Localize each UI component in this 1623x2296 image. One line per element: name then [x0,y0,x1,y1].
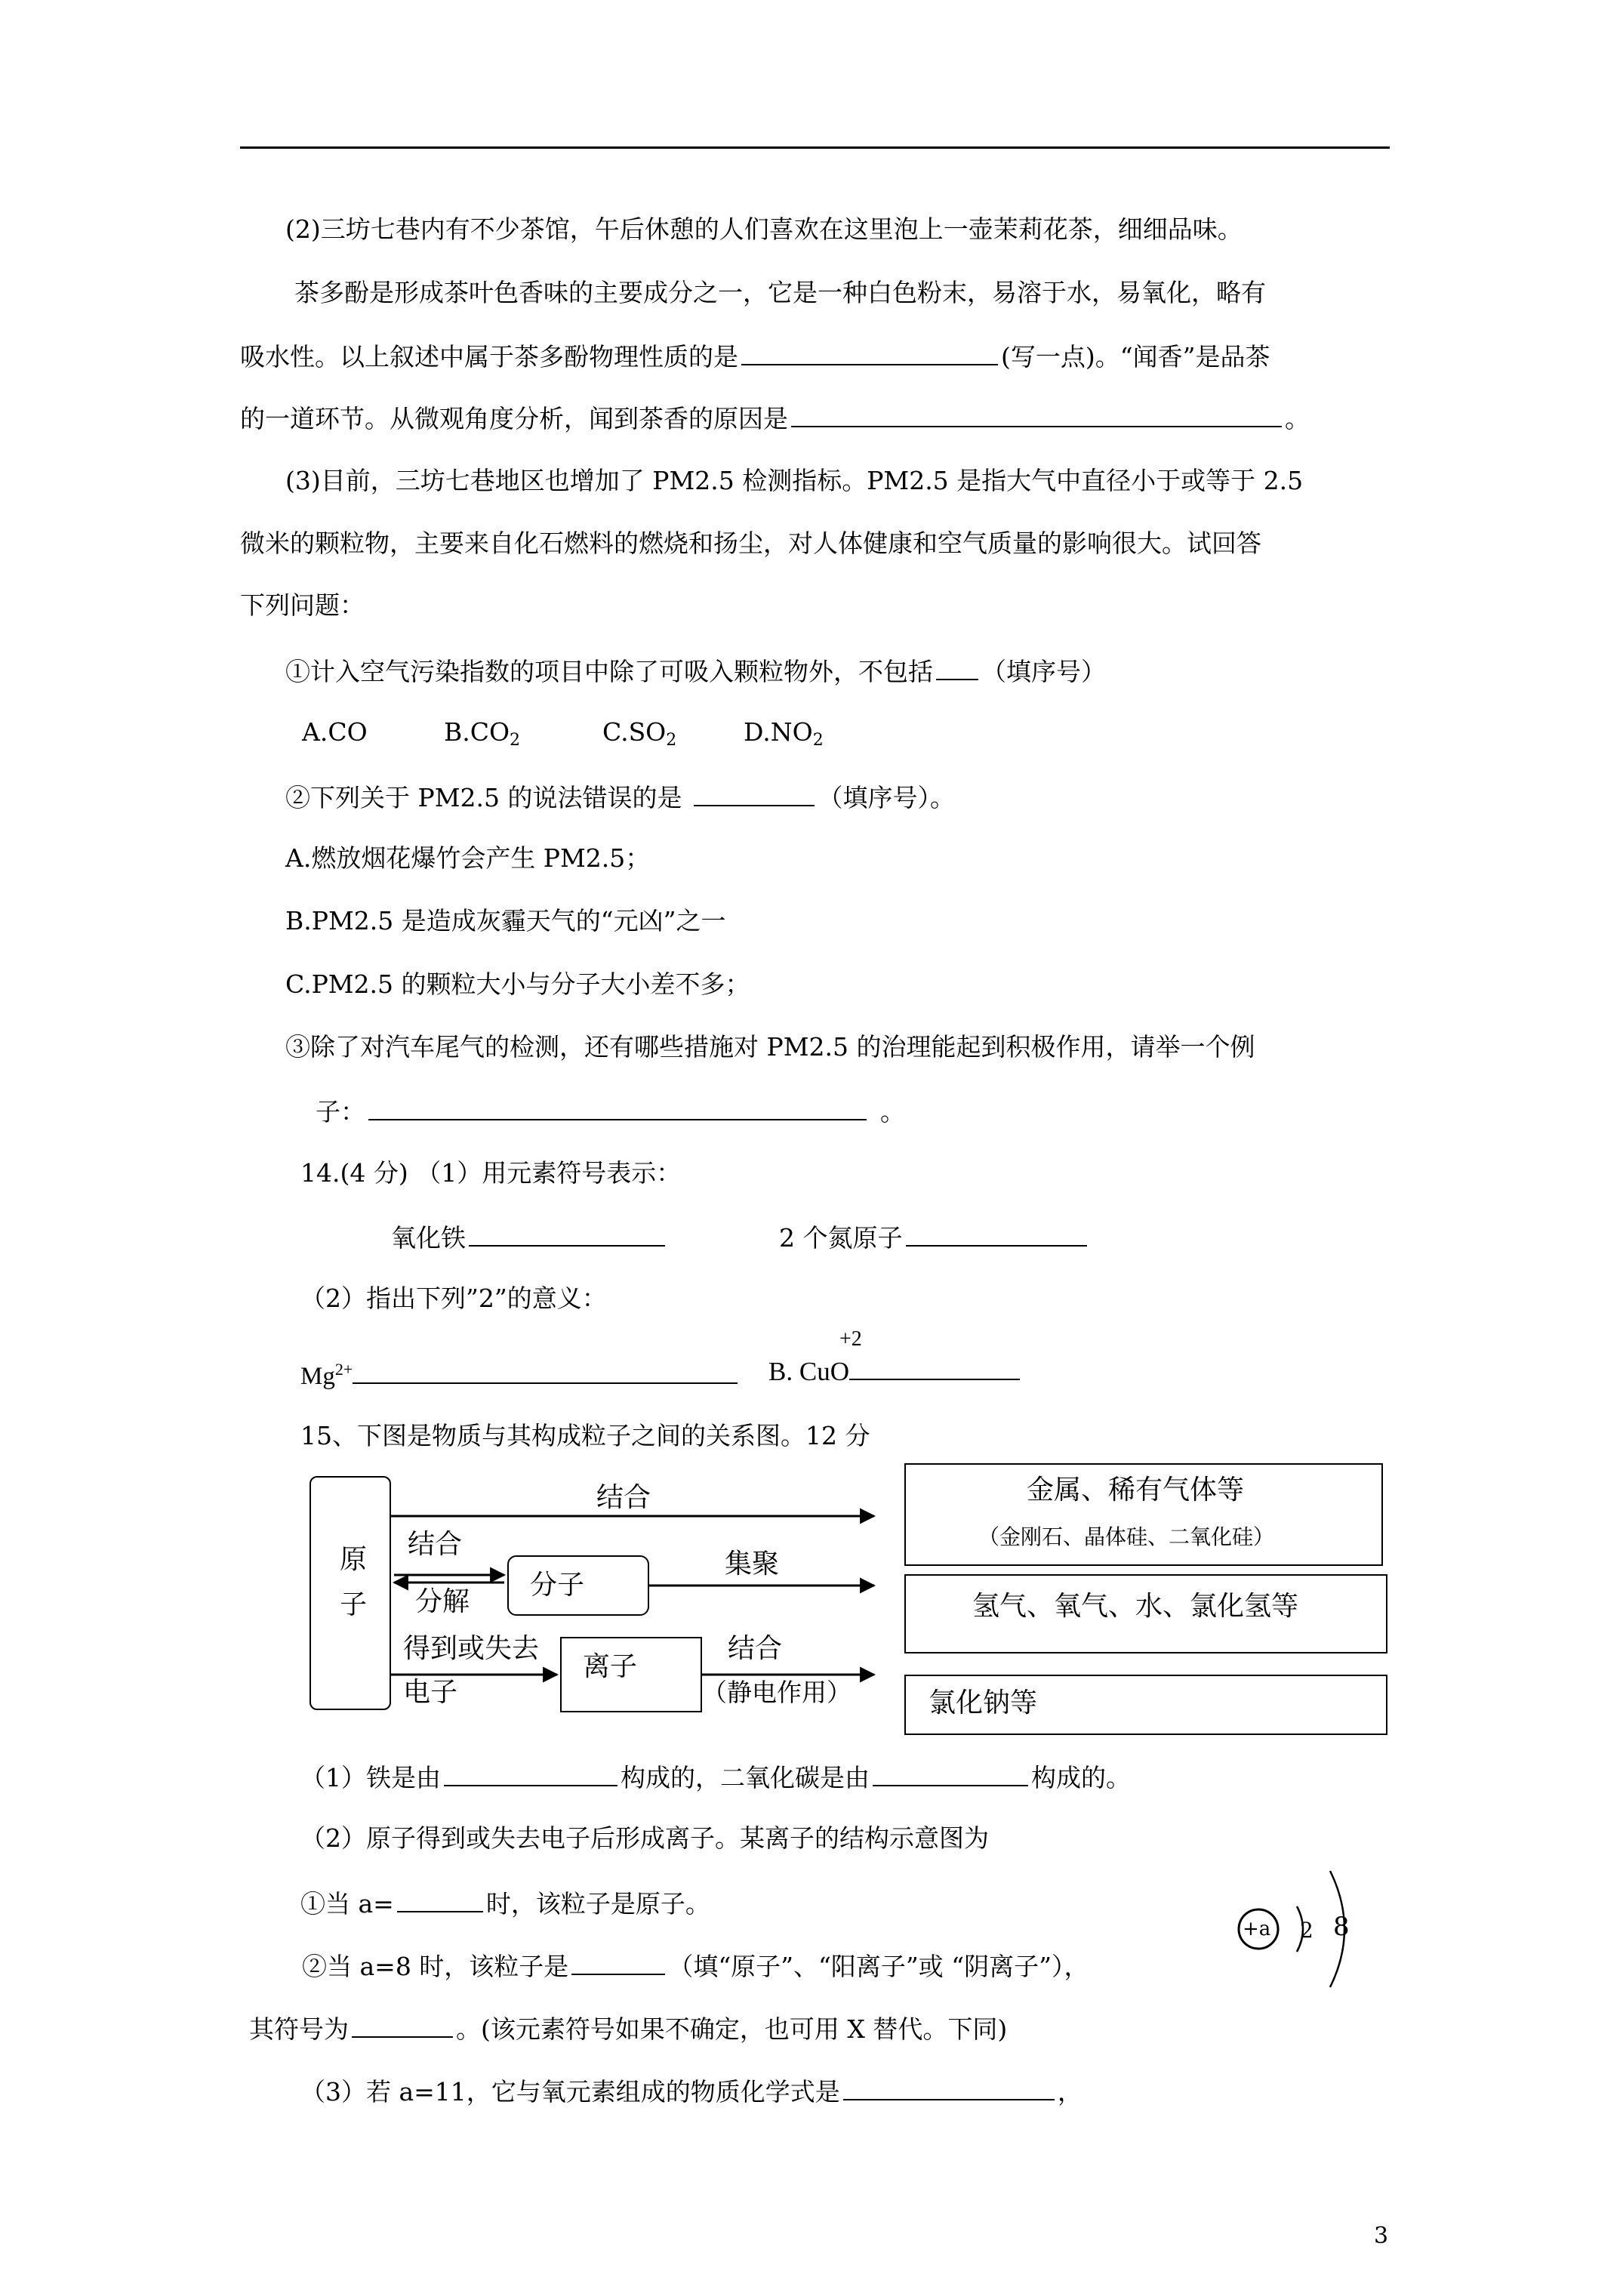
question-line: 子： 。 [316,1093,905,1129]
question-title: 14.(4 分) （1）用元素符号表示： [300,1158,682,1188]
answer-blank[interactable] [444,1759,617,1786]
option-c: $C.SO_2$ [602,717,677,750]
text-line: (2)三坊七巷内有不少茶馆，午后休憩的人们喜欢在这里泡上一壶茉莉花茶，细细品味。 [285,214,1243,244]
result-2-label: 氢气、氧气、水、氯化氢等 [972,1591,1299,1622]
nucleus-label: +a [1243,1918,1271,1940]
option-line: B.PM2.5 是造成灰霾天气的“元凶”之一 [285,906,726,935]
answer-blank[interactable] [873,1759,1028,1786]
shell-1-count: 2 [1300,1918,1313,1943]
question-line: （2）指出下列”2”的意义： [300,1284,607,1313]
gain-lose-label: 得到或失去 [403,1633,540,1664]
mg-ion: $Mg^{2+}$ [300,1353,741,1393]
cuo-valence: +2 [839,1327,862,1351]
atom-label: 原子 [339,1544,367,1620]
combine-ion-label: 结合 [728,1633,783,1664]
cuo-line: B. CuO [768,1353,1023,1388]
question-line: ②当 a=8 时，该粒子是 （填“原子”、“阳离子”或 “阴离子”）， [302,1948,1089,1983]
answer-blank[interactable] [843,2073,1055,2100]
result-1-main: 金属、稀有气体等 [1027,1475,1245,1505]
option-a: A.CO [302,717,368,747]
question-line: 2 个氮原子 [779,1219,1090,1255]
question-line: ①计入空气污染指数的项目中除了可吸入颗粒物外，不包括 （填序号） [285,653,1106,689]
answer-blank[interactable] [397,1885,483,1912]
page-number: 3 [1374,2223,1389,2249]
question-line: （1）铁是由 构成的，二氧化碳是由 构成的。 [300,1759,1131,1795]
combine-left-label: 结合 [408,1529,463,1560]
option-d: $D.NO_2$ [744,717,824,750]
decompose-label: 分解 [415,1586,470,1617]
aggregate-label: 集聚 [725,1549,780,1579]
option-line: C.PM2.5 的颗粒大小与分子大小差不多； [285,969,750,999]
text-line: 下列问题： [240,590,365,620]
text-line: 吸水性。以上叙述中属于茶多酚物理性质的是 (写一点)。“闻香”是品茶 [240,338,1270,374]
question-line: ②下列关于 PM2.5 的说法错误的是 （填序号）。 [285,779,955,815]
question-line: （3）若 a=11，它与氧元素组成的物质化学式是 ， [300,2073,1083,2109]
question-line: 其符号为 。(该元素符号如果不确定，也可用 X 替代。下同) [249,2011,1007,2046]
question-line: ①当 a= 时，该粒子是原子。 [300,1885,710,1921]
text-line: 微米的颗粒物，主要来自化石燃料的燃烧和扬尘，对人体健康和空气质量的影响很大。试回答 [240,529,1261,558]
question-line: 氧化铁 [391,1219,668,1255]
result-1-sub: （金刚石、晶体硅、二氧化硅） [978,1524,1275,1549]
molecule-label: 分子 [530,1570,585,1601]
text-line: 茶多酚是形成茶叶色香味的主要成分之一，它是一种白色粉末，易溶于水，易氧化，略有 [294,278,1266,307]
answer-blank[interactable] [571,1948,665,1975]
result-3-label: 氯化钠等 [929,1687,1038,1718]
shell-2-count: 8 [1333,1912,1350,1942]
ion-label: 离子 [583,1651,638,1682]
combine-top-label: 结合 [596,1482,651,1513]
option-line: A.燃放烟花爆竹会产生 PM2.5； [285,843,651,873]
question-line: ③除了对汽车尾气的检测，还有哪些措施对 PM2.5 的治理能起到积极作用，请举一个例 [285,1032,1255,1062]
option-b: $B.CO_2$ [444,717,521,750]
text-line: (3)目前，三坊七巷地区也增加了 PM2.5 检测指标。PM2.5 是指大气中直径小于或等于 2.5 [285,466,1304,495]
electrostatic-label: （静电作用） [702,1678,852,1707]
text-line: 的一道环节。从微观角度分析，闻到茶香的原因是 。 [240,400,1310,436]
electron-label: 电子 [403,1677,458,1708]
question-line: （2）原子得到或失去电子后形成离子。某离子的结构示意图为 [300,1823,989,1853]
question-title: 15、下图是物质与其构成粒子之间的关系图。12 分 [300,1421,870,1450]
answer-blank[interactable] [352,2011,453,2038]
